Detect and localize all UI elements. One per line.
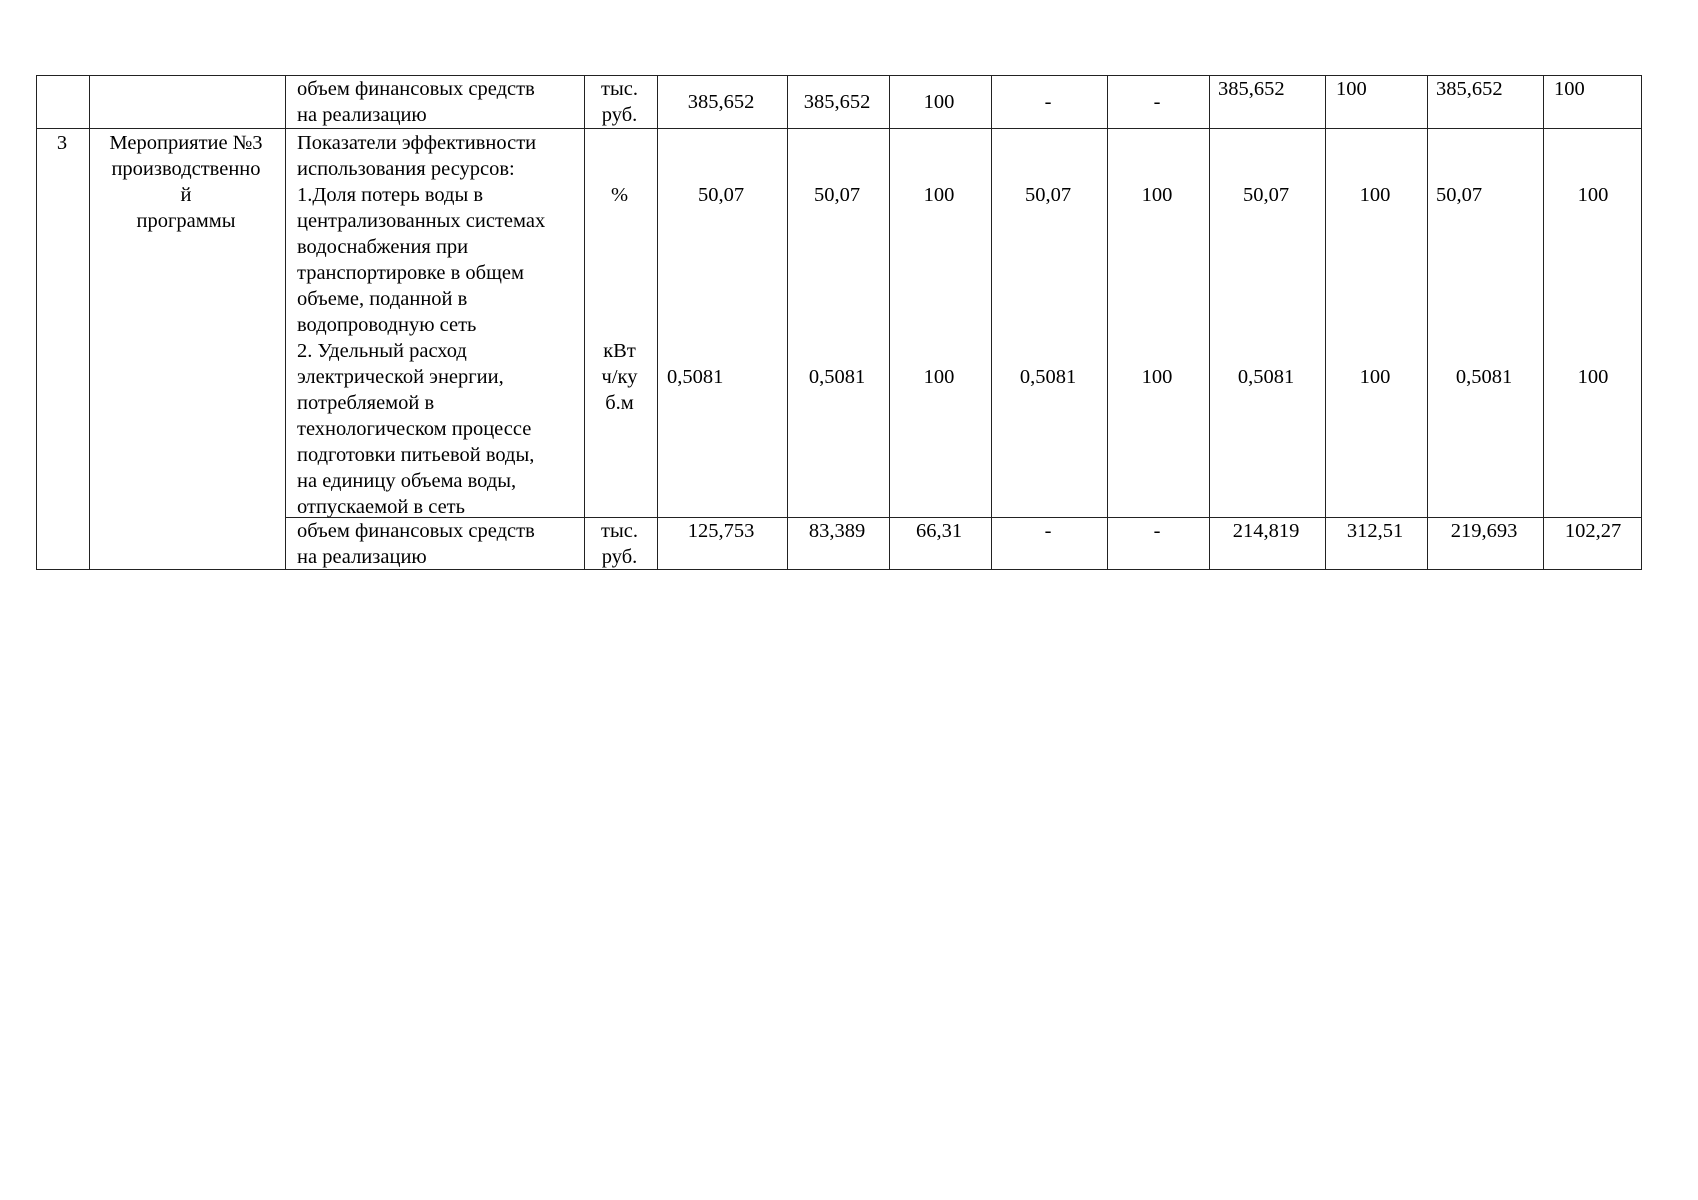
indicator-1-value-9: 100 (1577, 184, 1609, 206)
indicator-2-value-7: 100 (1359, 366, 1391, 388)
col-border (584, 76, 585, 569)
row-a-unit: тыс. руб. (601, 78, 638, 126)
row-a-value-5: - (1153, 91, 1161, 113)
finance-value-9: 102,27 (1564, 520, 1622, 542)
indicator-1-value-1: 50,07 (697, 184, 745, 206)
indicator-2-value-8: 0,5081 (1455, 366, 1513, 388)
indicator-2-unit: кВт ч/ку б.м (601, 340, 638, 414)
indicator-1-value-6: 50,07 (1242, 184, 1290, 206)
indicator-1-description: 1.Доля потерь воды в централизованных системах водоснабжения при транспортировке в общем объеме, поданной в водопроводную сеть (297, 184, 546, 336)
indicator-2-value-2: 0,5081 (808, 366, 866, 388)
indicator-1-value-4: 50,07 (1024, 184, 1072, 206)
col-border (657, 76, 658, 569)
col-border (1325, 76, 1326, 569)
col-border (1427, 76, 1428, 569)
col-border (991, 76, 992, 569)
finance-value-8: 219,693 (1450, 520, 1518, 542)
finance-value-5: - (1153, 520, 1161, 542)
finance-value-6: 214,819 (1232, 520, 1300, 542)
finance-value-2: 83,389 (808, 520, 866, 542)
indicator-2-value-3: 100 (923, 366, 955, 388)
row-border (37, 128, 1641, 129)
indicator-1-value-2: 50,07 (813, 184, 861, 206)
finance-description: объем финансовых средств на реализацию (297, 520, 535, 568)
row-3-indicators-heading: Показатели эффективности использования ресурсов: (297, 132, 537, 180)
row-a-value-9: 100 (1554, 78, 1585, 100)
indicator-2-description: 2. Удельный расход электрической энергии, потребляемой в технологическом процессе подготовки питьевой воды, на единицу объема воды, отпускаемой в сеть (297, 340, 535, 518)
row-3-number: 3 (56, 132, 68, 154)
finance-value-3: 66,31 (915, 520, 963, 542)
indicator-1-value-7: 100 (1359, 184, 1391, 206)
row-a-description: объем финансовых средств на реализацию (297, 78, 535, 126)
indicator-2-value-9: 100 (1577, 366, 1609, 388)
row-a-value-2: 385,652 (803, 91, 871, 113)
indicator-2-value-1: 0,5081 (667, 366, 724, 388)
col-border (1209, 76, 1210, 569)
indicator-1-unit: % (610, 184, 629, 206)
col-border (787, 76, 788, 569)
row-a-value-1: 385,652 (687, 91, 755, 113)
row-a-value-3: 100 (923, 91, 955, 113)
indicator-1-value-8: 50,07 (1436, 184, 1483, 206)
row-a-value-8: 385,652 (1436, 78, 1503, 100)
indicator-2-value-4: 0,5081 (1019, 366, 1077, 388)
finance-value-4: - (1044, 520, 1052, 542)
row-3-event: Мероприятие №3 производственно й программы (109, 132, 263, 232)
col-border (1543, 76, 1544, 569)
finance-value-1: 125,753 (687, 520, 755, 542)
col-border (285, 76, 286, 569)
indicator-1-value-5: 100 (1141, 184, 1173, 206)
indicator-2-value-5: 100 (1141, 366, 1173, 388)
row-a-value-4: - (1044, 91, 1052, 113)
finance-unit: тыс. руб. (601, 520, 638, 568)
indicator-1-value-3: 100 (923, 184, 955, 206)
row-a-value-7: 100 (1336, 78, 1367, 100)
col-border (1107, 76, 1108, 569)
col-border (889, 76, 890, 569)
finance-value-7: 312,51 (1346, 520, 1404, 542)
row-a-value-6: 385,652 (1218, 78, 1285, 100)
indicator-2-value-6: 0,5081 (1237, 366, 1295, 388)
